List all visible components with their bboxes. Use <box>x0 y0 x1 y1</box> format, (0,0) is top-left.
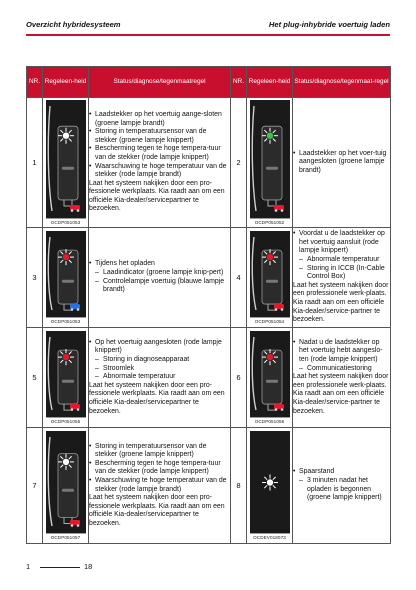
page-header <box>26 20 390 34</box>
desc-line: • Laadstekker op het voertuig aange-sloten (groene lampje brandt) <box>89 111 230 128</box>
control-unit-image <box>250 331 290 425</box>
header-right-title: Het plug-inhybride voertuig laden <box>268 20 390 29</box>
charging-status-table <box>26 66 391 544</box>
desc-line: • Storing in temperatuursensor van de stekker (groene lampje knippert) <box>89 443 230 460</box>
charger-unit-icon <box>250 100 290 219</box>
image-code: OCDP051052 <box>250 218 290 226</box>
desc-line: – Abnormale temperatuur <box>89 373 230 382</box>
control-unit-cell <box>43 428 89 544</box>
table-row <box>27 428 391 544</box>
charger-unit-icon <box>46 331 86 418</box>
desc-line: – Laadindicator (groene lampje knip-pert) <box>89 269 230 278</box>
col-nr-right: NR. <box>231 67 247 98</box>
desc-line: • Op het voertuig aangesloten (rode lampje knippert) <box>89 339 230 356</box>
control-unit-image <box>250 431 290 541</box>
desc-line: – Storing in diagnoseapparaat <box>89 356 230 365</box>
footer-rule <box>40 567 80 568</box>
control-unit-image <box>250 100 290 226</box>
desc-line: • Voordat u de laadstekker op het voertuig aansluit (rode lampje knippert) <box>293 230 390 256</box>
page-number-chapter: 1 <box>26 562 31 571</box>
image-code: OCDP051056 <box>250 417 290 425</box>
row-number: 6 <box>231 328 247 428</box>
desc-line: • Spaarstand <box>293 468 390 477</box>
desc-line: – Controlelampje voertuig (blauwe lampje brandt) <box>89 278 230 295</box>
charger-unit-icon <box>250 231 290 318</box>
image-code: OCDP051054 <box>250 317 290 325</box>
desc-line: Laat het systeem nakijken door een pro-fessionele werkplaats. Kia raadt aan om een officiële Kia-dealer/servicepartner te bezoeken. <box>89 381 225 415</box>
control-unit-cell <box>247 228 293 328</box>
table-header-row <box>27 67 391 98</box>
desc-line: • Tijdens het opladen <box>89 260 230 269</box>
row-number: 8 <box>231 428 247 544</box>
control-unit-image <box>250 231 290 325</box>
status-description <box>293 428 391 544</box>
col-desc-right: Status/diagnose/tegenmaat-regel <box>293 67 391 98</box>
header-rule <box>26 34 390 36</box>
control-unit-image <box>46 431 86 541</box>
desc-line: • Nadat u de laadstekker op het voertuig hebt aangeslo-ten (rode lampje knippert) <box>293 339 390 365</box>
table-row <box>27 228 391 328</box>
image-code: OCDP051055 <box>46 417 86 425</box>
desc-line: • Laadstekker op het voer-tuig aangesloten (groene lampje brandt) <box>293 150 390 176</box>
status-description <box>293 98 391 228</box>
status-description <box>89 328 231 428</box>
control-unit-cell <box>43 98 89 228</box>
row-number: 4 <box>231 228 247 328</box>
row-number: 7 <box>27 428 43 544</box>
status-description <box>293 228 391 328</box>
charger-unit-icon <box>250 431 290 534</box>
desc-line: – Abnormale temperatuur <box>293 256 390 265</box>
desc-line: – Storing in ICCB (In-Cable Control Box) <box>293 265 390 282</box>
row-number: 2 <box>231 98 247 228</box>
desc-line: • Storing in temperatuursensor van de stekker (groene lampje knippert) <box>89 128 230 145</box>
row-number: 5 <box>27 328 43 428</box>
status-description <box>89 98 231 228</box>
row-number: 3 <box>27 228 43 328</box>
desc-line: – Communicatiestoring <box>293 365 390 374</box>
desc-line: – Stroomlek <box>89 365 230 374</box>
image-code: OCDP051057 <box>46 533 86 541</box>
col-desc-left: Status/diagnose/tegenmaatregel <box>89 67 231 98</box>
page-number: 18 <box>84 562 93 571</box>
control-unit-image <box>46 100 86 226</box>
control-unit-cell <box>247 328 293 428</box>
control-unit-image <box>46 231 86 325</box>
status-description <box>293 328 391 428</box>
desc-line: Laat het systeem nakijken door een pro-fessionele werkplaats. Kia raadt aan om een officiële Kia-dealer/servicepartner te bezoeken. <box>89 494 225 527</box>
image-code: OCDP051053 <box>46 218 86 226</box>
col-unit-right: Regeleen-heid <box>247 67 293 98</box>
charger-unit-icon <box>46 100 86 219</box>
col-unit-left: Regeleen-heid <box>43 67 89 98</box>
desc-line: • Waarschuwing te hoge temperatuur van de stekker (rode lampje brandt) <box>89 477 230 494</box>
status-description <box>89 228 231 328</box>
control-unit-cell <box>43 328 89 428</box>
row-number: 1 <box>27 98 43 228</box>
table-row <box>27 328 391 428</box>
desc-line: • Waarschuwing te hoge temperatuur van de stekker (rode lampje brandt) <box>89 163 230 180</box>
charger-unit-icon <box>46 431 86 534</box>
charger-unit-icon <box>46 231 86 318</box>
desc-line: Laat het systeem nakijken door een professionele werk-plaats. Kia raadt aan om een officiële Kia-dealer/service-partner te bezoeken. <box>293 281 389 324</box>
header-left-title: Overzicht hybridesysteem <box>26 20 121 29</box>
status-description <box>89 428 231 544</box>
col-nr-left: NR. <box>27 67 43 98</box>
page-footer <box>26 562 390 574</box>
control-unit-cell <box>247 98 293 228</box>
control-unit-cell <box>247 428 293 544</box>
image-code: OCDP051053 <box>46 317 86 325</box>
charger-unit-icon <box>250 331 290 418</box>
desc-line: – 3 minuten nadat het opladen is begonnen (groene lampje knippert) <box>293 477 390 503</box>
desc-line: • Bescherming tegen te hoge tempera-tuur van de stekker (rode lampje knippert) <box>89 460 230 477</box>
table-row <box>27 98 391 228</box>
control-unit-cell <box>43 228 89 328</box>
desc-line: Laat het systeem nakijken door een pro-fessionele werkplaats. Kia raadt aan om een officiële Kia-dealer/servicepartner te bezoeken. <box>89 179 225 213</box>
desc-line: • Bescherming tegen te hoge tempera-tuur van de stekker (rode lampje knippert) <box>89 145 230 162</box>
image-code: OCDEV018073 <box>250 533 290 541</box>
control-unit-image <box>46 331 86 425</box>
desc-line: Laat het systeem nakijken door een professionele werk-plaats. Kia raadt aan om een officiële Kia-dealer/service-partner te bezoeken. <box>293 373 389 415</box>
